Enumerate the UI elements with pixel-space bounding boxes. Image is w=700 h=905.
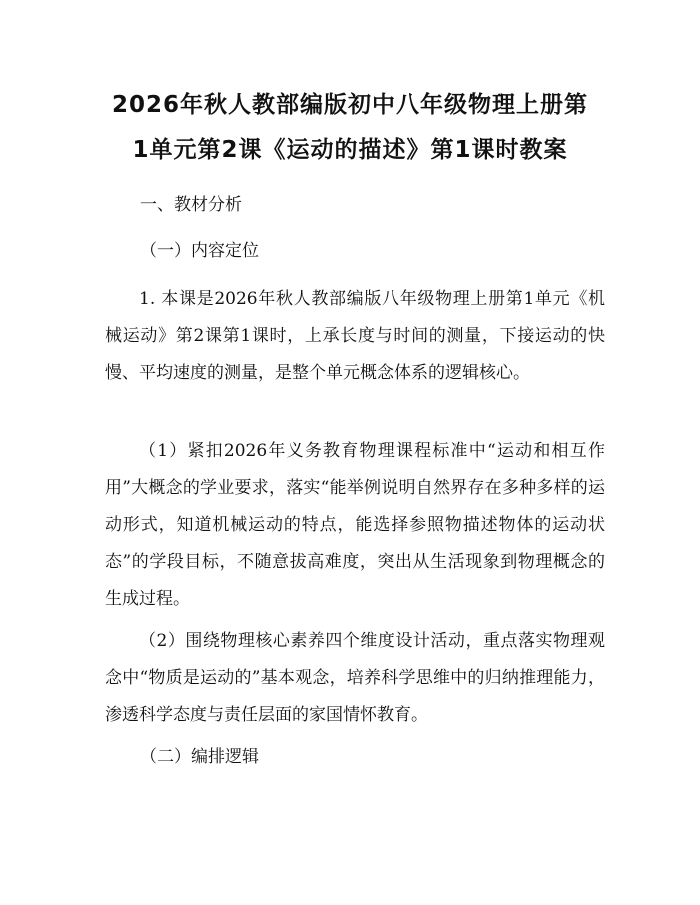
paragraph-lesson-position: 1. 本课是2026年秋人教部编版八年级物理上册第1单元《机械运动》第2课第1课时，上承长度与时间的测量，下接运动的快慢、平均速度的测量，是整个单元概念体系的逻辑核心。: [105, 289, 605, 383]
document-title-line-2: 1单元第2课《运动的描述》第1课时教案: [132, 137, 568, 163]
paragraph-curriculum-standard: （1）紧扣2026年义务教育物理课程标准中“运动和相互作用”大概念的学业要求，落实“能举例说明自然界存在多种多样的运动形式，知道机械运动的特点，能选择参照物描述物体的运动状态”的学段目标，不随意拔高难度，突出从生活现象到物理概念的生成过程。: [105, 441, 605, 609]
subsection-heading-arrangement-logic: （二）编排逻辑: [140, 747, 259, 767]
subsection-heading-content-positioning: （一）内容定位: [140, 241, 259, 261]
section-heading-teaching-material-analysis: 一、教材分析: [140, 195, 242, 215]
paragraph-core-literacy: （2）围绕物理核心素养四个维度设计活动，重点落实物理观念中“物质是运动的”基本观念，培养科学思维中的归纳推理能力，渗透科学态度与责任层面的家国情怀教育。: [105, 631, 605, 725]
document-title-line-1: 2026年秋人教部编版初中八年级物理上册第: [111, 92, 588, 118]
